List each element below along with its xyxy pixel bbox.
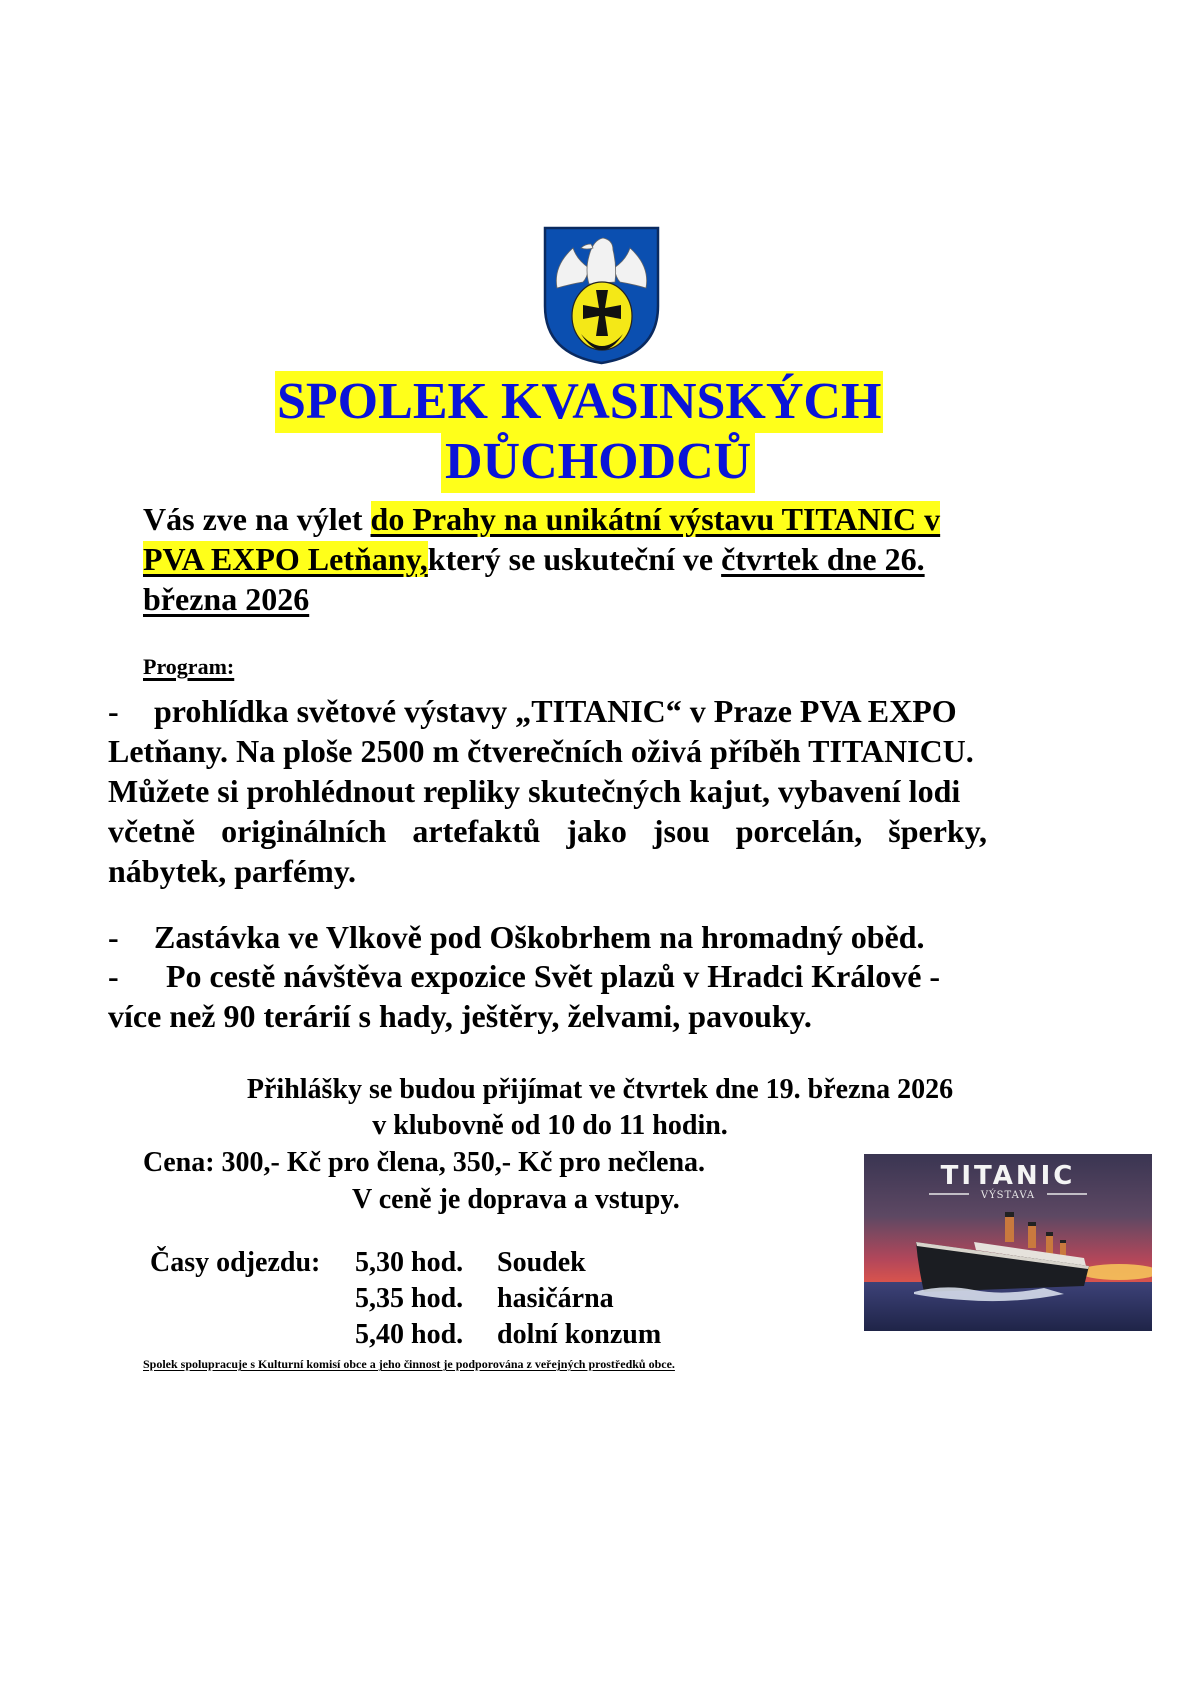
registration-line2: v klubovně od 10 do 11 hodin. <box>372 1110 728 1141</box>
program-item1-line4: včetně originálních artefaktů jako jsou porcelán, šperky, <box>108 813 987 849</box>
program-heading <box>143 654 234 680</box>
footer-note <box>143 1357 675 1371</box>
program-item1-line1 <box>108 691 957 731</box>
org-title-line1: SPOLEK KVASINSKÝCH <box>275 371 883 433</box>
program-item3-line1 <box>108 956 940 996</box>
intro-mid: který se uskuteční ve <box>427 541 722 577</box>
program-item1-line5: nábytek, parfémy. <box>108 853 356 889</box>
program-item2 <box>108 917 925 957</box>
intro-line1 <box>143 499 940 539</box>
departure-place-3: dolní konzum <box>497 1319 662 1350</box>
program-item1-text1: prohlídka světové výstavy „TITANIC“ v Praze PVA EXPO <box>154 693 957 729</box>
program-heading-text: Program: <box>143 654 235 679</box>
poster-subtitle: VÝSTAVA <box>980 1190 1036 1201</box>
titanic-ship-illustration-icon <box>864 1154 1152 1331</box>
program-item1-line3: Můžete si prohlédnout repliky skutečných kajut, vybavení lodi <box>108 773 961 809</box>
intro-highlight1: do Prahy na unikátní výstavu TITANIC v <box>370 501 941 537</box>
registration-line1: Přihlášky se budou přijímat ve čtvrtek dne 19. března 2026 <box>246 1074 954 1105</box>
intro-highlight2: PVA EXPO Letňany, <box>143 541 428 577</box>
program-item2-text: Zastávka ve Vlkově pod Oškobrhem na hromadný oběd. <box>154 919 925 955</box>
program-item1-line2: Letňany. Na ploše 2500 m čtverečních oživá příběh TITANICU. <box>108 733 974 769</box>
departure-place-1: Soudek <box>497 1247 586 1278</box>
titanic-poster-image <box>864 1154 1152 1331</box>
program-item3-line2: více než 90 terárií s hady, ještěry, želvami, pavouky. <box>108 998 812 1034</box>
program-item3-text1: Po cestě návštěva expozice Svět plazů v Hradci Králové - <box>166 958 941 994</box>
price-line1: Cena: 300,- Kč pro člena, 350,- Kč pro nečlena. <box>143 1147 706 1178</box>
departure-time-1: 5,30 hod. <box>355 1247 464 1278</box>
poster-title: TITANIC <box>940 1161 1076 1191</box>
departure-time-3: 5,40 hod. <box>355 1319 464 1350</box>
intro-date2: března 2026 <box>143 581 310 617</box>
departure-place-2: hasičárna <box>497 1283 614 1314</box>
bullet-dash: - <box>108 919 119 955</box>
coat-of-arms-icon <box>543 226 660 365</box>
org-title-line2: DŮCHODCŮ <box>441 431 755 493</box>
bullet-dash: - <box>108 958 119 994</box>
intro-date1: čtvrtek dne 26. <box>721 541 925 577</box>
departure-time-2: 5,35 hod. <box>355 1283 464 1314</box>
footer-note-text: Spolek spolupracuje s Kulturní komisí obce a jeho činnost je podporována z veřejných prostředků obce. <box>143 1357 675 1371</box>
intro-lead: Vás zve na výlet <box>143 501 371 537</box>
intro-line2 <box>143 539 925 579</box>
intro-line3 <box>143 579 309 619</box>
departures-label: Časy odjezdu: <box>150 1247 321 1278</box>
bullet-dash: - <box>108 693 119 729</box>
price-line2: V ceně je doprava a vstupy. <box>352 1184 680 1215</box>
